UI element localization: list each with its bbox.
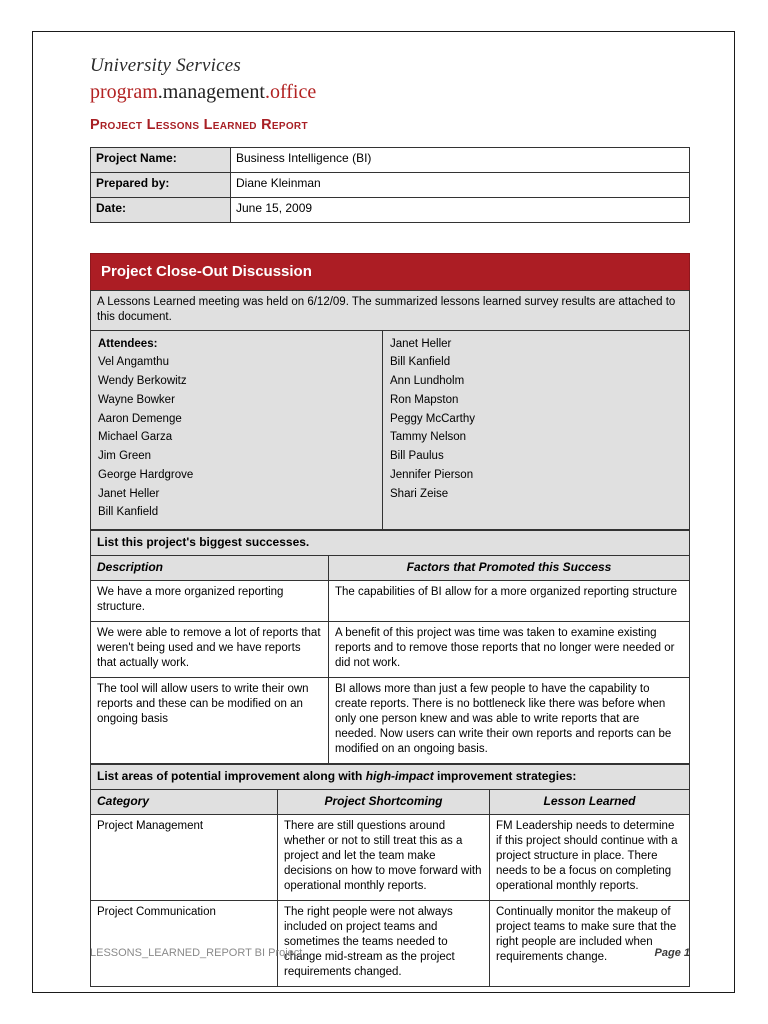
list-item: Aaron Demenge xyxy=(98,412,182,425)
improvements-prompt-part2: improvement strategies: xyxy=(433,768,577,783)
logo-university-services: University Services xyxy=(90,55,241,76)
table-row xyxy=(91,764,690,789)
improvement-lesson-cell: Continually monitor the makeup of project teams to make sure that the right people are included when requirements change. xyxy=(490,900,690,986)
improvements-header-category: Category xyxy=(91,790,278,815)
close-out-discussion-banner: Project Close-Out Discussion xyxy=(90,253,690,290)
success-factors-cell: The capabilities of BI allow for a more organized reporting structure xyxy=(329,581,690,622)
logo-dot-1: . xyxy=(157,80,163,103)
improvements-prompt-part1: List areas of potential improvement along with xyxy=(97,768,366,783)
list-item: Ann Lundholm xyxy=(390,375,465,388)
logo-program-management-office xyxy=(90,79,690,105)
improvements-prompt-emphasis: high-impact xyxy=(365,768,434,783)
table-row xyxy=(91,622,690,678)
list-item: Ron Mapston xyxy=(390,393,459,406)
attendees-right-column xyxy=(383,330,690,529)
list-item: Tammy Nelson xyxy=(390,431,467,444)
success-description-cell: The tool will allow users to write their own reports and these can be modified on an ongoing basis xyxy=(91,678,329,764)
list-item: Bill Paulus xyxy=(390,450,444,463)
success-description-cell: We have a more organized reporting structure. xyxy=(91,581,329,622)
table-row xyxy=(91,147,690,172)
list-item: Jennifer Pierson xyxy=(390,468,474,481)
footer-page-number: Page 1 xyxy=(654,947,690,959)
improvement-lesson-cell: FM Leadership needs to determine if this project should continue with a project structure in place. There needs to be a focus on completing operational monthly reports. xyxy=(490,815,690,901)
logo-word-program: program xyxy=(90,80,158,103)
successes-header-factors: Factors that Promoted this Success xyxy=(329,556,690,581)
improvements-prompt xyxy=(91,764,690,789)
table-row xyxy=(91,530,690,555)
list-item: Shari Zeise xyxy=(390,487,449,500)
success-factors-cell: A benefit of this project was time was taken to examine existing reports and to remove those reports that no longer were needed or did not work. xyxy=(329,622,690,678)
discussion-intro-text: A Lessons Learned meeting was held on 6/12/09. The summarized lessons learned survey results are attached to this document. xyxy=(91,290,690,330)
page-title: Project Lessons Learned Report xyxy=(90,116,308,133)
attendees-label: Attendees: xyxy=(98,337,158,350)
logo-word-office: office xyxy=(269,80,317,103)
successes-prompt: List this project's biggest successes. xyxy=(91,530,690,555)
table-row xyxy=(91,197,690,222)
table-row xyxy=(91,678,690,764)
list-item: Janet Heller xyxy=(390,337,452,350)
improvement-shortcoming-cell: There are still questions around whether or not to still treat this as a project and let the team make decisions on how to move forward with operational monthly reports. xyxy=(278,815,490,901)
improvement-category-cell: Project Communication xyxy=(91,900,278,986)
table-row xyxy=(91,900,690,986)
table-row xyxy=(91,815,690,901)
list-item: Michael Garza xyxy=(98,431,173,444)
logo-word-management: management xyxy=(162,80,265,103)
page-content xyxy=(90,54,690,987)
prepared-by-value: Diane Kleinman xyxy=(231,172,690,197)
table-row xyxy=(91,172,690,197)
successes-table xyxy=(90,530,690,764)
prepared-by-label: Prepared by: xyxy=(91,172,231,197)
page-sheet xyxy=(32,31,735,993)
date-value: June 15, 2009 xyxy=(231,197,690,222)
logo-dot-2: . xyxy=(264,80,270,103)
table-row xyxy=(91,581,690,622)
project-info-table xyxy=(90,147,690,223)
successes-header-description: Description xyxy=(91,556,329,581)
list-item: George Hardgrove xyxy=(98,468,194,481)
list-item: Peggy McCarthy xyxy=(390,412,476,425)
list-item: Janet Heller xyxy=(98,487,160,500)
improvements-header-shortcoming: Project Shortcoming xyxy=(278,790,490,815)
date-label: Date: xyxy=(91,197,231,222)
project-name-value: Business Intelligence (BI) xyxy=(231,147,690,172)
table-row xyxy=(91,330,690,529)
improvement-shortcoming-cell: The right people were not always included on project teams and sometimes the teams needed to change mid-stream as the project requirements changed. xyxy=(278,900,490,986)
success-description-cell: We were able to remove a lot of reports that weren't being used and we have reports that actually work. xyxy=(91,622,329,678)
attendees-left-column xyxy=(91,330,383,529)
table-row xyxy=(91,290,690,330)
close-out-discussion-table xyxy=(90,290,690,530)
list-item: Vel Angamthu xyxy=(98,356,169,369)
list-item: Bill Kanfield xyxy=(98,506,159,519)
list-item: Bill Kanfield xyxy=(390,356,451,369)
project-name-label: Project Name: xyxy=(91,147,231,172)
close-out-discussion-section xyxy=(90,253,690,530)
improvements-header-lesson: Lesson Learned xyxy=(490,790,690,815)
list-item: Jim Green xyxy=(98,450,152,463)
footer-document-name: LESSONS_LEARNED_REPORT BI Project xyxy=(90,947,303,959)
table-header-row xyxy=(91,790,690,815)
improvement-category-cell: Project Management xyxy=(91,815,278,901)
list-item: Wendy Berkowitz xyxy=(98,375,187,388)
page-footer xyxy=(90,947,690,959)
logo-block xyxy=(90,54,690,105)
success-factors-cell: BI allows more than just a few people to have the capability to create reports. There is no bottleneck like there was before when only one person knew and was able to write reports that are needed. Now users can write their own reports and reports can be modified on an ongoing basis. xyxy=(329,678,690,764)
table-header-row xyxy=(91,556,690,581)
list-item: Wayne Bowker xyxy=(98,393,175,406)
